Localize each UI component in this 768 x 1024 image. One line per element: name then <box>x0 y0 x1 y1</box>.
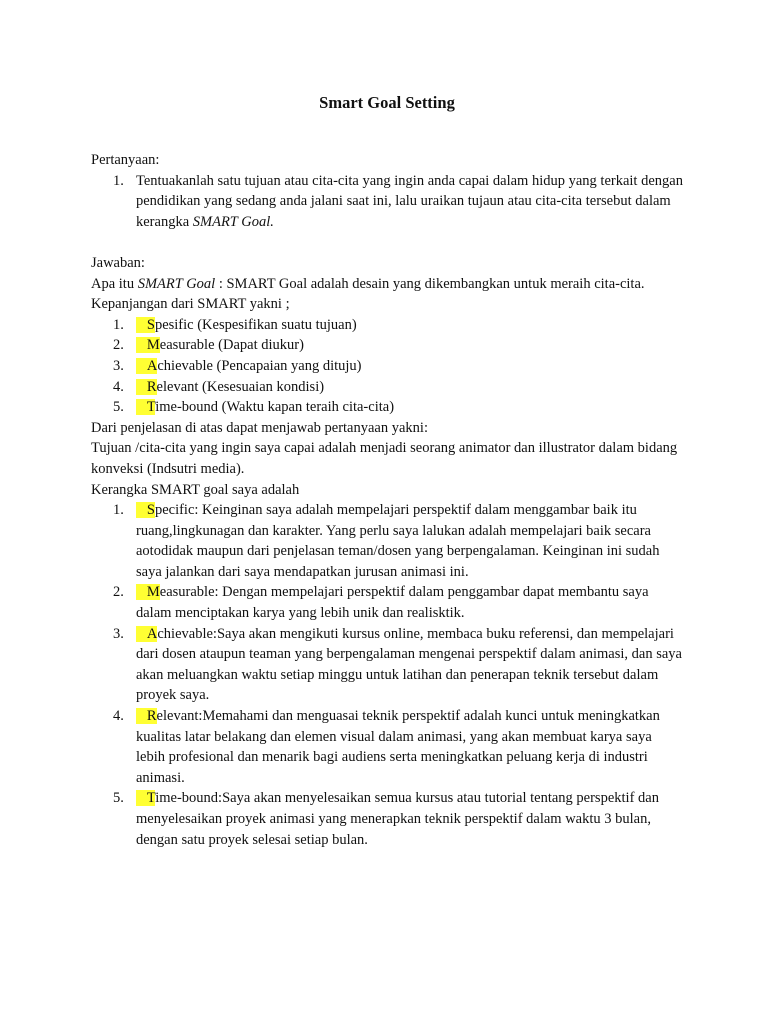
list-item <box>91 500 683 582</box>
highlighted-letter <box>136 399 147 415</box>
list-number: 1. <box>113 172 124 189</box>
highlighted-letter: S <box>146 316 155 333</box>
list-number: 3. <box>113 625 124 642</box>
list-number: 1. <box>113 502 124 519</box>
highlighted-letter <box>136 317 147 333</box>
list-number: 3. <box>113 357 124 374</box>
list-item <box>91 582 683 623</box>
list-number: 4. <box>113 708 124 725</box>
highlighted-letter <box>136 708 147 724</box>
item-text: chievable:Saya akan mengikuti kursus online, membaca buku referensi, dan mempelajari dari dosen ataupun teaman yang berpengalaman mengenai perspektif dalam animasi, dan saya akan meluangkan waktu setiap minggu untuk latihan dan penerapan teknik tersebut dalam proyek saya. <box>136 625 682 704</box>
highlighted-letter: T <box>146 790 156 807</box>
highlighted-letter: T <box>146 399 156 416</box>
list-item <box>91 624 683 706</box>
highlighted-letter: A <box>146 625 158 642</box>
pertanyaan-list <box>91 171 683 233</box>
smart-acronym-list <box>91 315 683 418</box>
list-number: 5. <box>113 790 124 807</box>
item-text: easurable: Dengan mempelajari perspektif dalam penggambar dapat membantu saya dalam menciptakan karya yang lebih unik dan realisktik. <box>136 584 649 622</box>
item-text: pesific (Kespesifikan suatu tujuan) <box>154 316 357 333</box>
item-text: chievable (Pencapaian yang dituju) <box>157 357 362 374</box>
kerangka-text: Kerangka SMART goal saya adalah <box>91 481 300 498</box>
dari-text: Dari penjelasan di atas dapat menjawab pertanyaan yakni: <box>91 419 428 436</box>
highlighted-letter <box>136 379 147 395</box>
intro-rest: : SMART Goal adalah desain yang dikembangkan untuk meraih cita-cita. <box>215 275 645 292</box>
list-item <box>91 706 683 788</box>
list-item <box>91 171 683 233</box>
highlighted-letter: M <box>146 584 160 601</box>
intro-prefix: Apa itu <box>91 275 138 292</box>
highlighted-letter <box>136 626 147 642</box>
item-text: easurable (Dapat diukur) <box>159 337 304 354</box>
item-text: elevant (Kesesuaian kondisi) <box>156 378 325 395</box>
highlighted-letter <box>136 584 147 600</box>
smart-intro <box>91 274 683 295</box>
list-number: 2. <box>113 337 124 354</box>
highlighted-letter: R <box>146 378 157 395</box>
pertanyaan-heading: Pertanyaan: <box>91 152 160 168</box>
highlighted-letter <box>136 790 147 806</box>
list-item <box>91 315 683 336</box>
list-item <box>91 335 683 356</box>
list-number: 2. <box>113 584 124 601</box>
highlighted-letter: M <box>146 337 160 354</box>
list-number: 5. <box>113 399 124 416</box>
list-item <box>91 377 683 398</box>
item-text: ime-bound:Saya akan menyelesaikan semua kursus atau tutorial tentang perspektif dan menyelesaikan proyek animasi yang menerapkan teknik perspektif dalam waktu 3 bulan, dengan satu proyek selesai setiap bulan. <box>136 790 659 848</box>
highlighted-letter <box>136 337 147 353</box>
intro-emphasis: SMART Goal <box>137 275 216 292</box>
highlighted-letter <box>136 502 147 518</box>
highlighted-letter <box>136 358 147 374</box>
document-page <box>91 92 683 850</box>
tujuan-text: Tujuan /cita-cita yang ingin saya capai adalah menjadi seorang animator dan illustrator dalam bidang konveksi (Indsutri media). <box>91 440 678 477</box>
item-text: ime-bound (Waktu kapan teraih cita-cita) <box>155 399 395 416</box>
list-item <box>91 356 683 377</box>
highlighted-letter: S <box>146 502 155 519</box>
list-number: 4. <box>113 378 124 395</box>
jawaban-heading: Jawaban: <box>91 254 145 271</box>
item-text: pecific: Keinginan saya adalah mempelajari perspektif dalam menggambar baik itu ruang,lingkunagan dan karakter. Yang perlu saya lalukan adalah mempelajari baik secara aotodidak maupun dari penjelasan teman/dosen yang berpengalaman. Keinginan ini sudah saya jalankan dari saya mendapatkan jurusan animasi ini. <box>136 502 660 580</box>
item-text: elevant:Memahami dan menguasai teknik perspektif adalah kunci untuk meningkatkan kualitas latar belakang dan elemen visual dalam animasi, yang akan membuat karya saya lebih profesional dan menarik bagi audiens serta meningkatkan peluang kerja di industri animasi. <box>136 708 660 786</box>
highlighted-letter: R <box>146 708 157 725</box>
question-emphasis: SMART Goal. <box>192 213 274 230</box>
list-number: 1. <box>113 316 124 333</box>
highlighted-letter: A <box>146 357 158 374</box>
document-title: Smart Goal Setting <box>319 93 455 112</box>
question-text: Tentuakanlah satu tujuan atau cita-cita yang ingin anda capai dalam hidup yang terkait dengan pendidikan yang sedang anda jalani saat ini, lalu uraikan tujaun atau cita-cita tersebut dalam kerangka <box>136 172 683 230</box>
list-item <box>91 788 683 850</box>
list-item <box>91 397 683 418</box>
kepanjangan-text: Kepanjangan dari SMART yakni ; <box>91 296 290 313</box>
smart-goal-list <box>91 500 683 850</box>
